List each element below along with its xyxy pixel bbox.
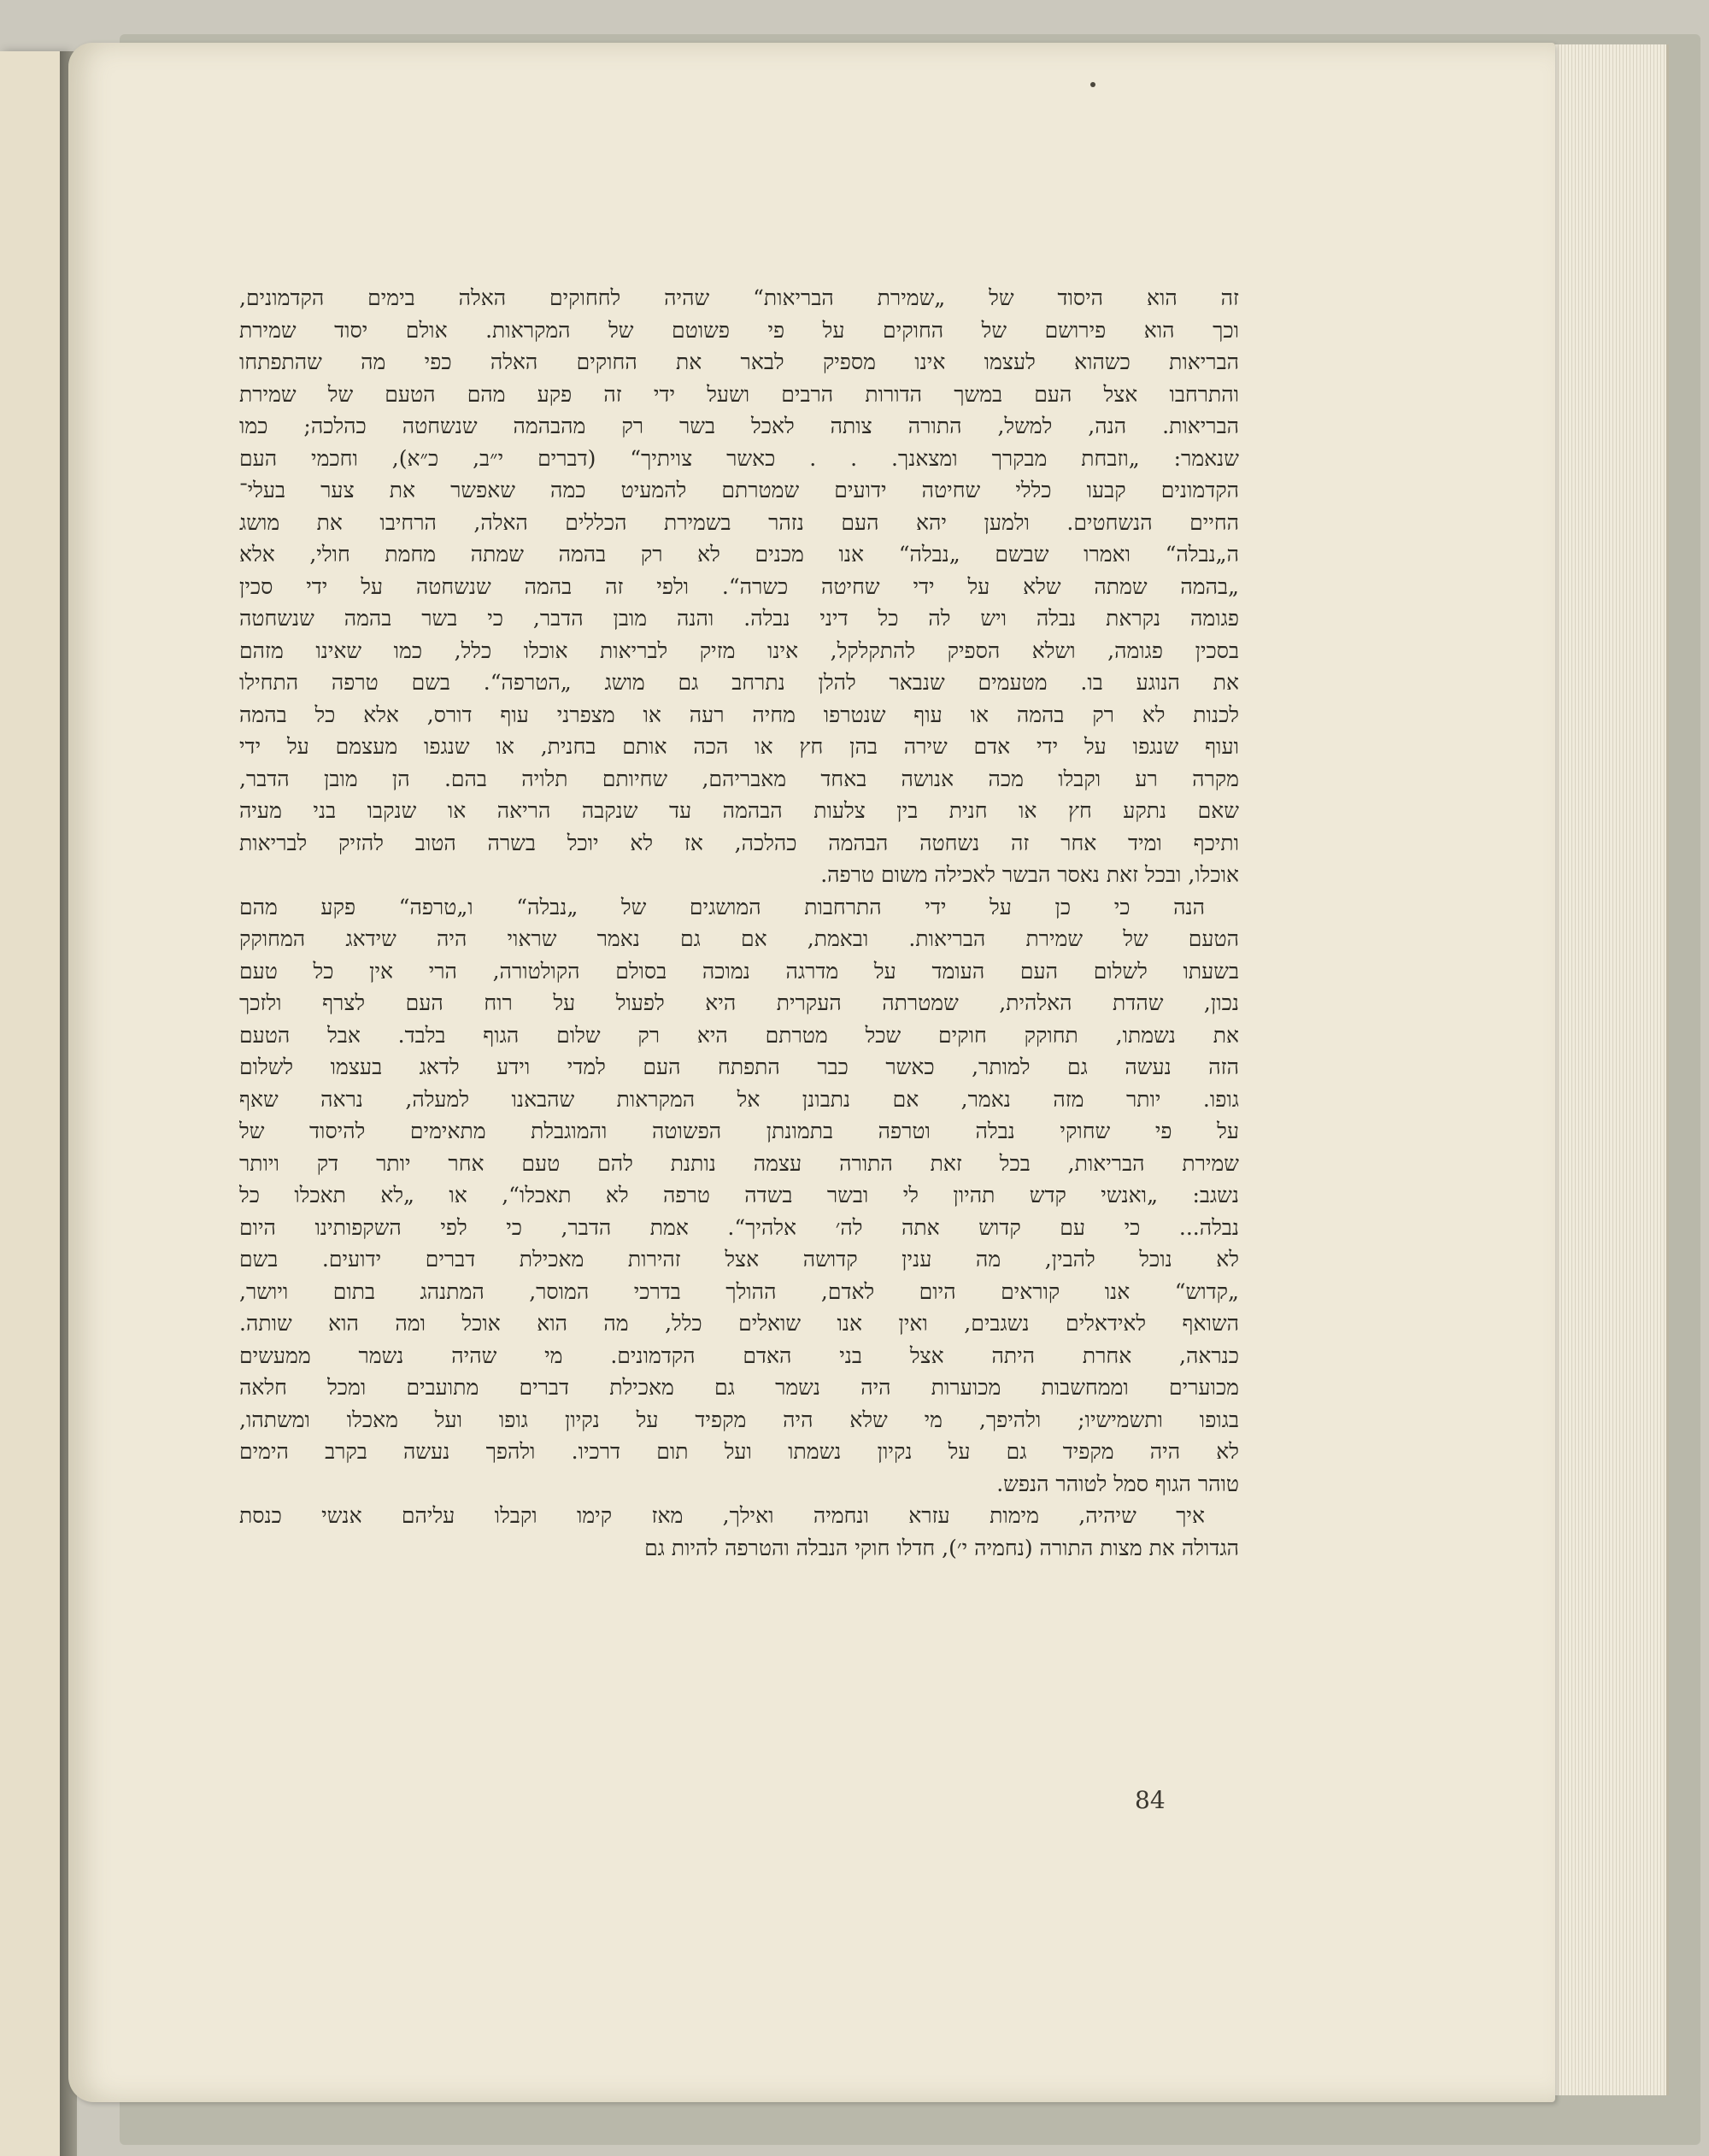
text-line: את הנוגע בו. מטעמים שנבאר להלן נתרחב גם מושג „הטרפה“. בשם טרפה התחילו [239, 670, 1239, 695]
text-line: הקדמונים קבעו כללי שחיטה ידועים שמטרתם להמעיט כמה שאפשר את צער בעלי־ [239, 478, 1239, 502]
text-line: הנה כי כן על ידי התרחבות המושגים של „נבלה“ ו„טרפה“ פקע מהם [239, 894, 1205, 919]
page-speck [1090, 82, 1095, 87]
text-line: בסכין פגומה, ושלא הספיק להתקלקל, אינו מזיק לבריאות אוכלו כלל, כמו שאינו מזהם [239, 637, 1239, 663]
text-line: הבריאות כשהוא לעצמו אינו מספיק לבאר את החוקים האלה כפי מה שהתפתחו [239, 350, 1239, 374]
page-number: 84 [1135, 1786, 1166, 1814]
text-line: לא היה מקפיד גם על נקיון נשמתו ועל תום דרכיו. ולהפך נעשה בקרב הימים [239, 1439, 1239, 1464]
text-line: הבריאות. הנה, למשל, התורה צותה לאכל בשר רק מהבהמה שנשחטה כהלכה; כמו [239, 414, 1239, 438]
text-line: שאם נתקע חץ או חנית בין צלעות הבהמה עד שנקבה הריאה או שנקבו בני מעיה [239, 798, 1239, 823]
text-line: שמירת הבריאות, בכל זאת התורה עצמה נותנת להם טעם אחר יותר דק ויותר [239, 1150, 1239, 1176]
text-line: כנראה, אחרת היתה אצל בני האדם הקדמונים. מי שהיה נשמר ממעשים [239, 1342, 1239, 1368]
text-line: הזה נעשה גם למותר, כאשר כבר התפתח העם למדי וידע לדאג בעצמו לשלום [239, 1055, 1239, 1079]
text-line: נבלה... כי עם קדוש אתה לה׳ אלהיך“. אמת הדבר, כי לפי השקפותינו היום [239, 1214, 1239, 1240]
text-line: מכוערים וממחשבות מכוערות היה נשמר גם מאכילת דברים מתועבים ומכל חלאה [239, 1375, 1239, 1400]
text-line: „בהמה שמתה שלא על ידי שחיטה כשרה“. ולפי זה בהמה שנשחטה על ידי סכין [239, 573, 1239, 599]
text-line: ועוף שנגפו על ידי אדם שירה בהן חץ או הכה אותם בחנית, או שנגפו מעצמם על ידי [239, 734, 1239, 759]
book-page [68, 43, 1555, 2102]
text-line: נכון, שהדת האלהית, שמטרתה העקרית היא לפעול על רוח העם לצרף ולזכך [239, 990, 1239, 1015]
text-line: בגופו ותשמישיו; ולהיפך, מי שלא היה מקפיד על נקיון גופו ועל מאכלו ומשתהו, [239, 1407, 1239, 1432]
text-line: בשעתו לשלום העם העומד על מדרגה נמוכה בסולם הקולטורה, הרי אין כל טעם [239, 958, 1239, 984]
text-line: טוהר הגוף סמל לטוהר הנפש. [996, 1471, 1239, 1496]
text-line: שנאמר: „וזבחת מבקרך ומצאנך. . . כאשר צויתיך“ (דברים י״ב, כ״א), וחכמי העם [239, 445, 1239, 471]
page-edges [1538, 44, 1669, 2095]
text-line: החיים הנשחטים. ולמען יהא העם נזהר בשמירת הכללים האלה, הרחיבו את מושג [239, 509, 1239, 535]
text-line: והתרחבו אצל העם במשך הדורות הרבים ושעל ידי זה פקע מהם הטעם של שמירת [239, 381, 1239, 407]
text-line: לא נוכל להבין, מה ענין קדושה אצל זהירות מאכילת דברים ידועים. בשם [239, 1247, 1239, 1272]
text-line: מקרה רע וקבלו מכה אנושה באחד מאבריהם, שחיותם תלויה בהם. הן מובן הדבר, [239, 766, 1239, 791]
text-line: הגדולה את מצות התורה (נחמיה י׳), חדלו חוקי הנבלה והטרפה להיות גם [644, 1535, 1239, 1560]
facing-page-edge [0, 51, 67, 2156]
text-line: איך שיהיה, מימות עזרא ונחמיה ואילך, מאז קימו וקבלו עליהם אנשי כנסת [239, 1503, 1205, 1528]
text-line: השואף לאידאלים נשגבים, ואין אנו שואלים כלל, מה הוא אוכל ומה הוא שותה. [239, 1311, 1239, 1336]
text-line: פגומה נקראת נבלה ויש לה כל דיני נבלה. והנה מובן הדבר, כי בשר בהמה שנשחטה [239, 606, 1239, 631]
text-line: את נשמתו, תחוקק חוקים שכל מטרתם היא רק שלום הגוף בלבד. אבל הטעם [239, 1022, 1239, 1048]
text-line: הטעם של שמירת הבריאות. ובאמת, אם גם נאמר שראוי היה שידאג המחוקק [239, 926, 1239, 951]
text-line: לכנות לא רק בהמה או עוף שנטרפו מחיה רעה או מצפרני עוף דורס, אלא כל בהמה [239, 702, 1239, 727]
text-line: נשגב: „ואנשי קדש תהיון לי ובשר בשדה טרפה לא תאכלו“, או „לא תאכלו כל [239, 1183, 1239, 1207]
text-line: וכך הוא פירושם של החוקים על פי פשוטם של המקראות. אולם יסוד שמירת [239, 317, 1239, 343]
text-line: אוכלו, ובכל זאת נאסר הבשר לאכילה משום טרפה. [820, 862, 1239, 887]
page-text [239, 282, 1239, 1564]
text-line: ותיכף ומיד אחר זה נשחטה הבהמה כהלכה, אז לא יוכל בשרה הטוב להזיק לבריאות [239, 830, 1239, 855]
text-line: על פי שחוקי נבלה וטרפה בתמונתן הפשוטה והמוגבלת מתאימים להיסוד של [239, 1119, 1239, 1143]
text-line: גופו. יותר מזה נאמר, אם נתבונן אל המקראות שהבאנו למעלה, נראה שאף [239, 1086, 1239, 1112]
text-line: זה הוא היסוד של „שמירת הבריאות“ שהיה לחחוקים האלה בימים הקדמונים, [239, 285, 1239, 310]
text-line: „קדוש“ אנו קוראים היום לאדם, ההולך בדרכי המוסר, המתנהג בתום ויושר, [239, 1278, 1239, 1304]
text-line: ה„נבלה“ ואמרו שבשם „נבלה“ אנו מכנים לא רק בהמה שמתה מחמת חולי, אלא [239, 542, 1239, 567]
